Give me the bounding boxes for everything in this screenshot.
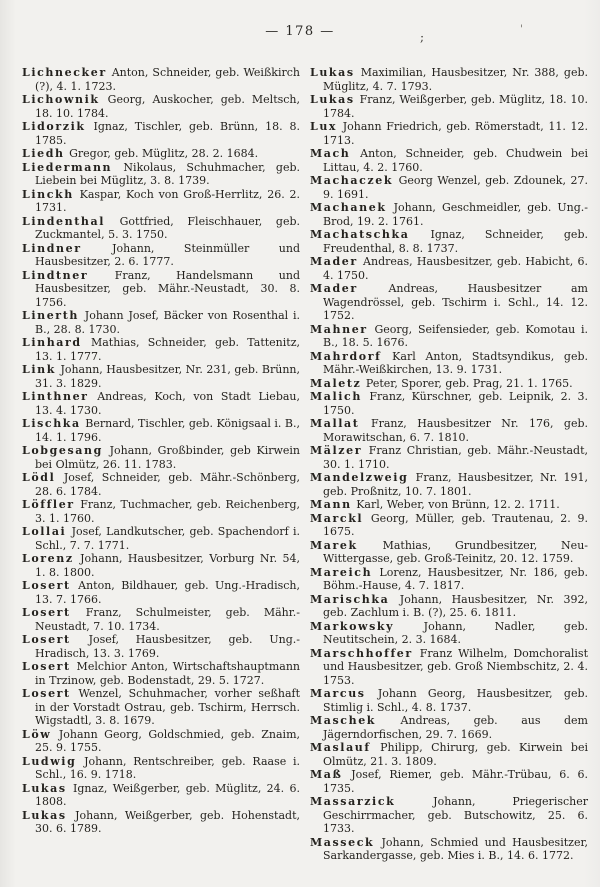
entry-details: Johann, Steinmüller und Hausbesitzer, 2. 6. 1777. xyxy=(35,241,300,268)
directory-entry xyxy=(310,377,588,391)
entry-surname: Maletz xyxy=(310,376,362,390)
entry-surname: Lindenthal xyxy=(22,214,105,228)
directory-entry xyxy=(22,687,300,728)
entry-details: Franz, Weißgerber, geb. Müglitz, 18. 10. 1784. xyxy=(323,93,588,120)
directory-entry xyxy=(22,309,300,336)
entry-details: Johann, Geschmeidler, geb. Ung.-Brod, 19. 2. 1761. xyxy=(323,201,588,228)
directory-entry xyxy=(310,539,588,566)
entry-surname: Machatschka xyxy=(310,228,410,241)
entry-details: Johann Georg, Hausbesitzer, geb. Stimlig i. Schl., 4. 8. 1737. xyxy=(323,687,588,714)
directory-entry xyxy=(22,363,300,390)
entry-details: Karl, Weber, von Brünn, 12. 2. 1711. xyxy=(352,498,560,511)
entry-surname: Machaczek xyxy=(310,174,394,187)
entry-surname: Losert xyxy=(22,633,71,646)
entry-surname: Lischka xyxy=(22,417,81,430)
entry-surname: Lorenz xyxy=(22,552,74,565)
entry-details: Johann Josef, Bäcker von Rosenthal i. B., 28. 8. 1730. xyxy=(35,309,300,336)
entry-surname: Lukas xyxy=(22,808,67,822)
entry-details: Franz Christian, geb. Mähr.-Neustadt, 30. 1. 1710. xyxy=(323,444,588,471)
entry-details: Johann Friedrich, geb. Römerstadt, 11. 12. 1713. xyxy=(323,120,588,147)
directory-entry xyxy=(22,552,300,579)
entry-details: Bernard, Tischler, geb. Königsaal i. B., 14. 1. 1796. xyxy=(35,417,301,444)
entry-details: Andreas, geb. aus dem Jägerndorfischen, 29. 7. 1669. xyxy=(323,714,588,741)
entry-details: Johann Georg, Goldschmied, geb. Znaim, 25. 9. 1755. xyxy=(35,727,300,754)
directory-entry xyxy=(310,255,588,282)
entry-surname: Lichnecker xyxy=(22,66,107,79)
directory-entry xyxy=(310,714,588,741)
directory-entry xyxy=(22,633,300,660)
entry-surname: Ludwig xyxy=(22,754,77,768)
entry-details: Gottfried, Fleischhauer, geb. Zuckmantel, 5. 3. 1750. xyxy=(35,214,300,241)
directory-entry xyxy=(22,215,300,242)
entry-surname: Linhard xyxy=(22,336,82,349)
directory-entry xyxy=(22,579,300,606)
entry-details: Josef, Hausbesitzer, geb. Ung.-Hradisch, 13. 3. 1769. xyxy=(35,633,300,660)
entry-surname: Malich xyxy=(310,390,362,403)
entry-details: Ignaz, Weißgerber, geb. Müglitz, 24. 6. 1808. xyxy=(35,781,300,808)
directory-entry xyxy=(22,120,300,147)
entry-details: Josef, Riemer, geb. Mähr.-Trübau, 6. 6. 1735. xyxy=(323,768,588,795)
entry-details: Johann, Schmied und Hausbesitzer, Sarkandergasse, geb. Mies i. B., 14. 6. 1772. xyxy=(323,835,588,862)
entry-details: Mathias, Schneider, geb. Tattenitz, 13. 1. 1777. xyxy=(35,336,300,363)
entry-surname: Liedermann xyxy=(22,160,113,174)
entry-surname: Linckh xyxy=(22,187,74,201)
directory-entry xyxy=(310,620,588,647)
entry-surname: Lollai xyxy=(22,525,67,538)
entry-surname: Lidorzik xyxy=(22,120,86,133)
entry-details: Franz, Hausbesitzer, Nr. 191, geb. Proßnitz, 10. 7. 1801. xyxy=(323,471,588,498)
directory-entry xyxy=(310,836,588,863)
directory-entry xyxy=(310,390,588,417)
directory-entry xyxy=(22,471,300,498)
right-column xyxy=(310,66,588,863)
entry-surname: Link xyxy=(22,363,56,376)
left-column xyxy=(22,66,300,863)
entry-surname: Marckl xyxy=(310,511,364,525)
entry-details: Franz, Handelsmann und Hausbesitzer, geb. Mähr.-Neustadt, 30. 8. 1756. xyxy=(35,268,300,309)
entry-surname: Lindner xyxy=(22,241,82,255)
entry-details: Philipp, Chirurg, geb. Kirwein bei Olmütz, 21. 3. 1809. xyxy=(323,741,588,768)
entry-details: Franz Wilhelm, Domchoralist und Hausbesitzer, geb. Groß Niembschitz, 2. 4. 1753. xyxy=(323,646,588,687)
entry-details: Johann, Priegerischer Geschirrmacher, geb. Butschowitz, 25. 6. 1733. xyxy=(323,795,588,835)
directory-entry xyxy=(22,660,300,687)
directory-entry xyxy=(22,242,300,269)
entry-details: Gregor, geb. Müglitz, 28. 2. 1684. xyxy=(65,147,259,160)
directory-entry xyxy=(22,606,300,633)
entry-details: Karl Anton, Stadtsyndikus, geb. Mähr.-Weißkirchen, 13. 9. 1731. xyxy=(323,349,588,376)
directory-entry xyxy=(310,66,588,93)
directory-entry xyxy=(310,201,588,228)
entry-surname: Mandelzweig xyxy=(310,471,409,484)
directory-entry xyxy=(310,444,588,471)
directory-entry xyxy=(310,120,588,147)
entry-surname: Mallat xyxy=(310,417,360,430)
entry-surname: Liedh xyxy=(22,147,65,160)
entry-details: Georg, Auskocher, geb. Meltsch, 18. 10. 1784. xyxy=(35,93,300,120)
entry-details: Anton, Schneider, geb. Weißkirch (?), 4. 1. 1723. xyxy=(35,66,300,93)
directory-entry xyxy=(310,498,588,512)
directory-entry xyxy=(310,147,588,174)
entry-details: Georg, Seifensieder, geb. Komotau i. B., 18. 5. 1676. xyxy=(323,322,588,349)
entry-surname: Mann xyxy=(310,498,352,511)
entry-details: Wenzel, Schuhmacher, vorher seßhaft in der Vorstadt Ostrau, geb. Tschirm, Herrsch. Wigstadtl, 3. 8. 1679. xyxy=(35,687,300,727)
entry-surname: Marcus xyxy=(310,687,366,700)
directory-entry xyxy=(310,323,588,350)
entry-details: Kaspar, Koch von Groß-Herrlitz, 26. 2. 1731. xyxy=(35,187,300,214)
directory-entry xyxy=(22,498,300,525)
directory-entry xyxy=(310,566,588,593)
entry-details: Josef, Schneider, geb. Mähr.-Schönberg, 28. 6. 1784. xyxy=(35,471,300,498)
entry-surname: Losert xyxy=(22,660,71,673)
directory-entry xyxy=(310,593,588,620)
directory-entry xyxy=(22,336,300,363)
entry-surname: Mader xyxy=(310,282,358,295)
entry-surname: Mareich xyxy=(310,565,373,579)
entry-details: Franz, Kürschner, geb. Leipnik, 2. 3. 1750. xyxy=(323,390,588,417)
entry-details: Johann, Hausbesitzer, Vorburg Nr. 54, 1. 8. 1800. xyxy=(35,552,300,579)
directory-entry xyxy=(310,512,588,539)
entry-details: Ignaz, Tischler, geb. Brünn, 18. 8. 1785. xyxy=(35,120,300,147)
directory-entry xyxy=(22,66,300,93)
directory-entry xyxy=(22,188,300,215)
directory-entry xyxy=(310,687,588,714)
directory-entry xyxy=(22,417,300,444)
entry-surname: Lindtner xyxy=(22,268,89,282)
entry-surname: Masseck xyxy=(310,835,375,849)
entry-surname: Lobgesang xyxy=(22,444,103,457)
directory-entry xyxy=(310,350,588,377)
directory-entry xyxy=(22,147,300,161)
directory-entry xyxy=(310,471,588,498)
page-number: — 178 — xyxy=(265,24,335,39)
entry-details: Johann, Rentschreiber, geb. Raase i. Schl., 16. 9. 1718. xyxy=(35,754,300,781)
directory-entry xyxy=(310,174,588,201)
entry-surname: Lukas xyxy=(22,781,67,795)
directory-entry xyxy=(310,647,588,688)
directory-entry xyxy=(310,795,588,836)
entry-surname: Maschek xyxy=(310,714,377,727)
directory-entry xyxy=(310,417,588,444)
entry-surname: Marischka xyxy=(310,592,390,606)
directory-entry xyxy=(22,728,300,755)
entry-surname: Machanek xyxy=(310,201,387,214)
entry-details: Johann, Hausbesitzer, Nr. 231, geb. Brünn, 31. 3. 1829. xyxy=(35,363,300,390)
entry-details: Josef, Landkutscher, geb. Spachendorf i. Schl., 7. 7. 1771. xyxy=(35,525,300,552)
directory-entry xyxy=(310,282,588,323)
entry-surname: Mader xyxy=(310,255,358,268)
entry-details: Franz, Tuchmacher, geb. Reichenberg, 3. 1. 1760. xyxy=(35,498,300,525)
entry-surname: Maß xyxy=(310,768,343,781)
entry-surname: Linerth xyxy=(22,309,79,322)
entry-details: Mathias, Grundbesitzer, Neu-Wittergasse, geb. Groß-Teinitz, 20. 12. 1759. xyxy=(323,538,588,565)
directory-entry xyxy=(22,525,300,552)
directory-entry xyxy=(22,755,300,782)
entry-surname: Lödl xyxy=(22,471,56,484)
entry-details: Franz, Schulmeister, geb. Mähr.-Neustadt, 7. 10. 1734. xyxy=(35,606,300,633)
entry-details: Georg, Müller, geb. Trautenau, 2. 9. 1675. xyxy=(323,511,588,538)
entry-surname: Losert xyxy=(22,687,71,700)
entry-surname: Mahner xyxy=(310,322,368,336)
entry-surname: Marek xyxy=(310,538,358,552)
directory-entry xyxy=(22,390,300,417)
entry-surname: Losert xyxy=(22,579,71,592)
entry-surname: Lichownik xyxy=(22,93,100,106)
entry-surname: Losert xyxy=(22,606,71,619)
directory-entry xyxy=(310,93,588,120)
entry-surname: Lux xyxy=(310,120,338,133)
directory-entry xyxy=(22,444,300,471)
entry-surname: Maslauf xyxy=(310,741,371,754)
entry-details: Franz, Hausbesitzer Nr. 176, geb. Morawitschan, 6. 7. 1810. xyxy=(323,417,588,444)
directory-entry xyxy=(310,741,588,768)
scan-artifact-semicolon: ; xyxy=(420,30,425,44)
entry-surname: Lukas xyxy=(310,66,355,79)
directory-entry xyxy=(22,269,300,310)
entry-details: Johann, Nadler, geb. Neutitschein, 2. 3. 1684. xyxy=(323,619,588,646)
entry-details: Peter, Sporer, geb. Prag, 21. 1. 1765. xyxy=(362,376,573,390)
entry-surname: Mahrdorf xyxy=(310,349,382,363)
entry-details: Andreas, Hausbesitzer, geb. Habicht, 6. 4. 1750. xyxy=(323,255,588,282)
entry-details: Melchior Anton, Wirtschaftshauptmann in Trzinow, geb. Bodenstadt, 29. 5. 1727. xyxy=(35,660,300,687)
entry-details: Maximilian, Hausbesitzer, Nr. 388, geb. Müglitz, 4. 7. 1793. xyxy=(323,66,588,93)
entry-surname: Lukas xyxy=(310,93,355,106)
entry-details: Nikolaus, Schuhmacher, geb. Liebein bei Müglitz, 3. 8. 1739. xyxy=(35,160,300,187)
entry-details: Georg Wenzel, geb. Zdounek, 27. 9. 1691. xyxy=(323,174,588,201)
entry-surname: Mach xyxy=(310,147,351,160)
scan-artifact-tick: ' xyxy=(520,24,523,35)
entry-details: Anton, Bildhauer, geb. Ung.-Hradisch, 13. 7. 1766. xyxy=(35,579,300,606)
entry-surname: Linthner xyxy=(22,390,89,403)
entry-surname: Löw xyxy=(22,727,52,741)
two-column-text-body xyxy=(0,44,600,863)
entry-details: Johann, Großbinder, geb Kirwein bei Olmütz, 26. 11. 1783. xyxy=(35,444,300,471)
entry-surname: Massarzick xyxy=(310,795,396,808)
entry-details: Andreas, Hausbesitzer am Wagendrössel, geb. Tschirm i. Schl., 14. 12. 1752. xyxy=(323,282,588,322)
entry-details: Andreas, Koch, von Stadt Liebau, 13. 4. 1730. xyxy=(35,390,300,417)
entry-surname: Marschhoffer xyxy=(310,646,413,660)
entry-details: Ignaz, Schneider, geb. Freudenthal, 8. 8. 1737. xyxy=(323,228,588,255)
entry-surname: Markowsky xyxy=(310,619,395,633)
directory-entry xyxy=(22,809,300,836)
directory-entry xyxy=(22,782,300,809)
entry-details: Lorenz, Hausbesitzer, Nr. 186, geb. Böhm.-Hause, 4. 7. 1817. xyxy=(323,565,588,592)
directory-entry xyxy=(22,93,300,120)
entry-details: Anton, Schneider, geb. Chudwein bei Littau, 4. 2. 1760. xyxy=(323,147,588,174)
entry-surname: Mälzer xyxy=(310,444,363,457)
directory-entry xyxy=(310,228,588,255)
directory-entry xyxy=(310,768,588,795)
entry-details: Johann, Weißgerber, geb. Hohenstadt, 30. 6. 1789. xyxy=(35,808,300,835)
directory-entry xyxy=(22,161,300,188)
entry-details: Johann, Hausbesitzer, Nr. 392, geb. Zachlum i. B. (?), 25. 6. 1811. xyxy=(323,592,588,619)
entry-surname: Löffler xyxy=(22,498,75,511)
